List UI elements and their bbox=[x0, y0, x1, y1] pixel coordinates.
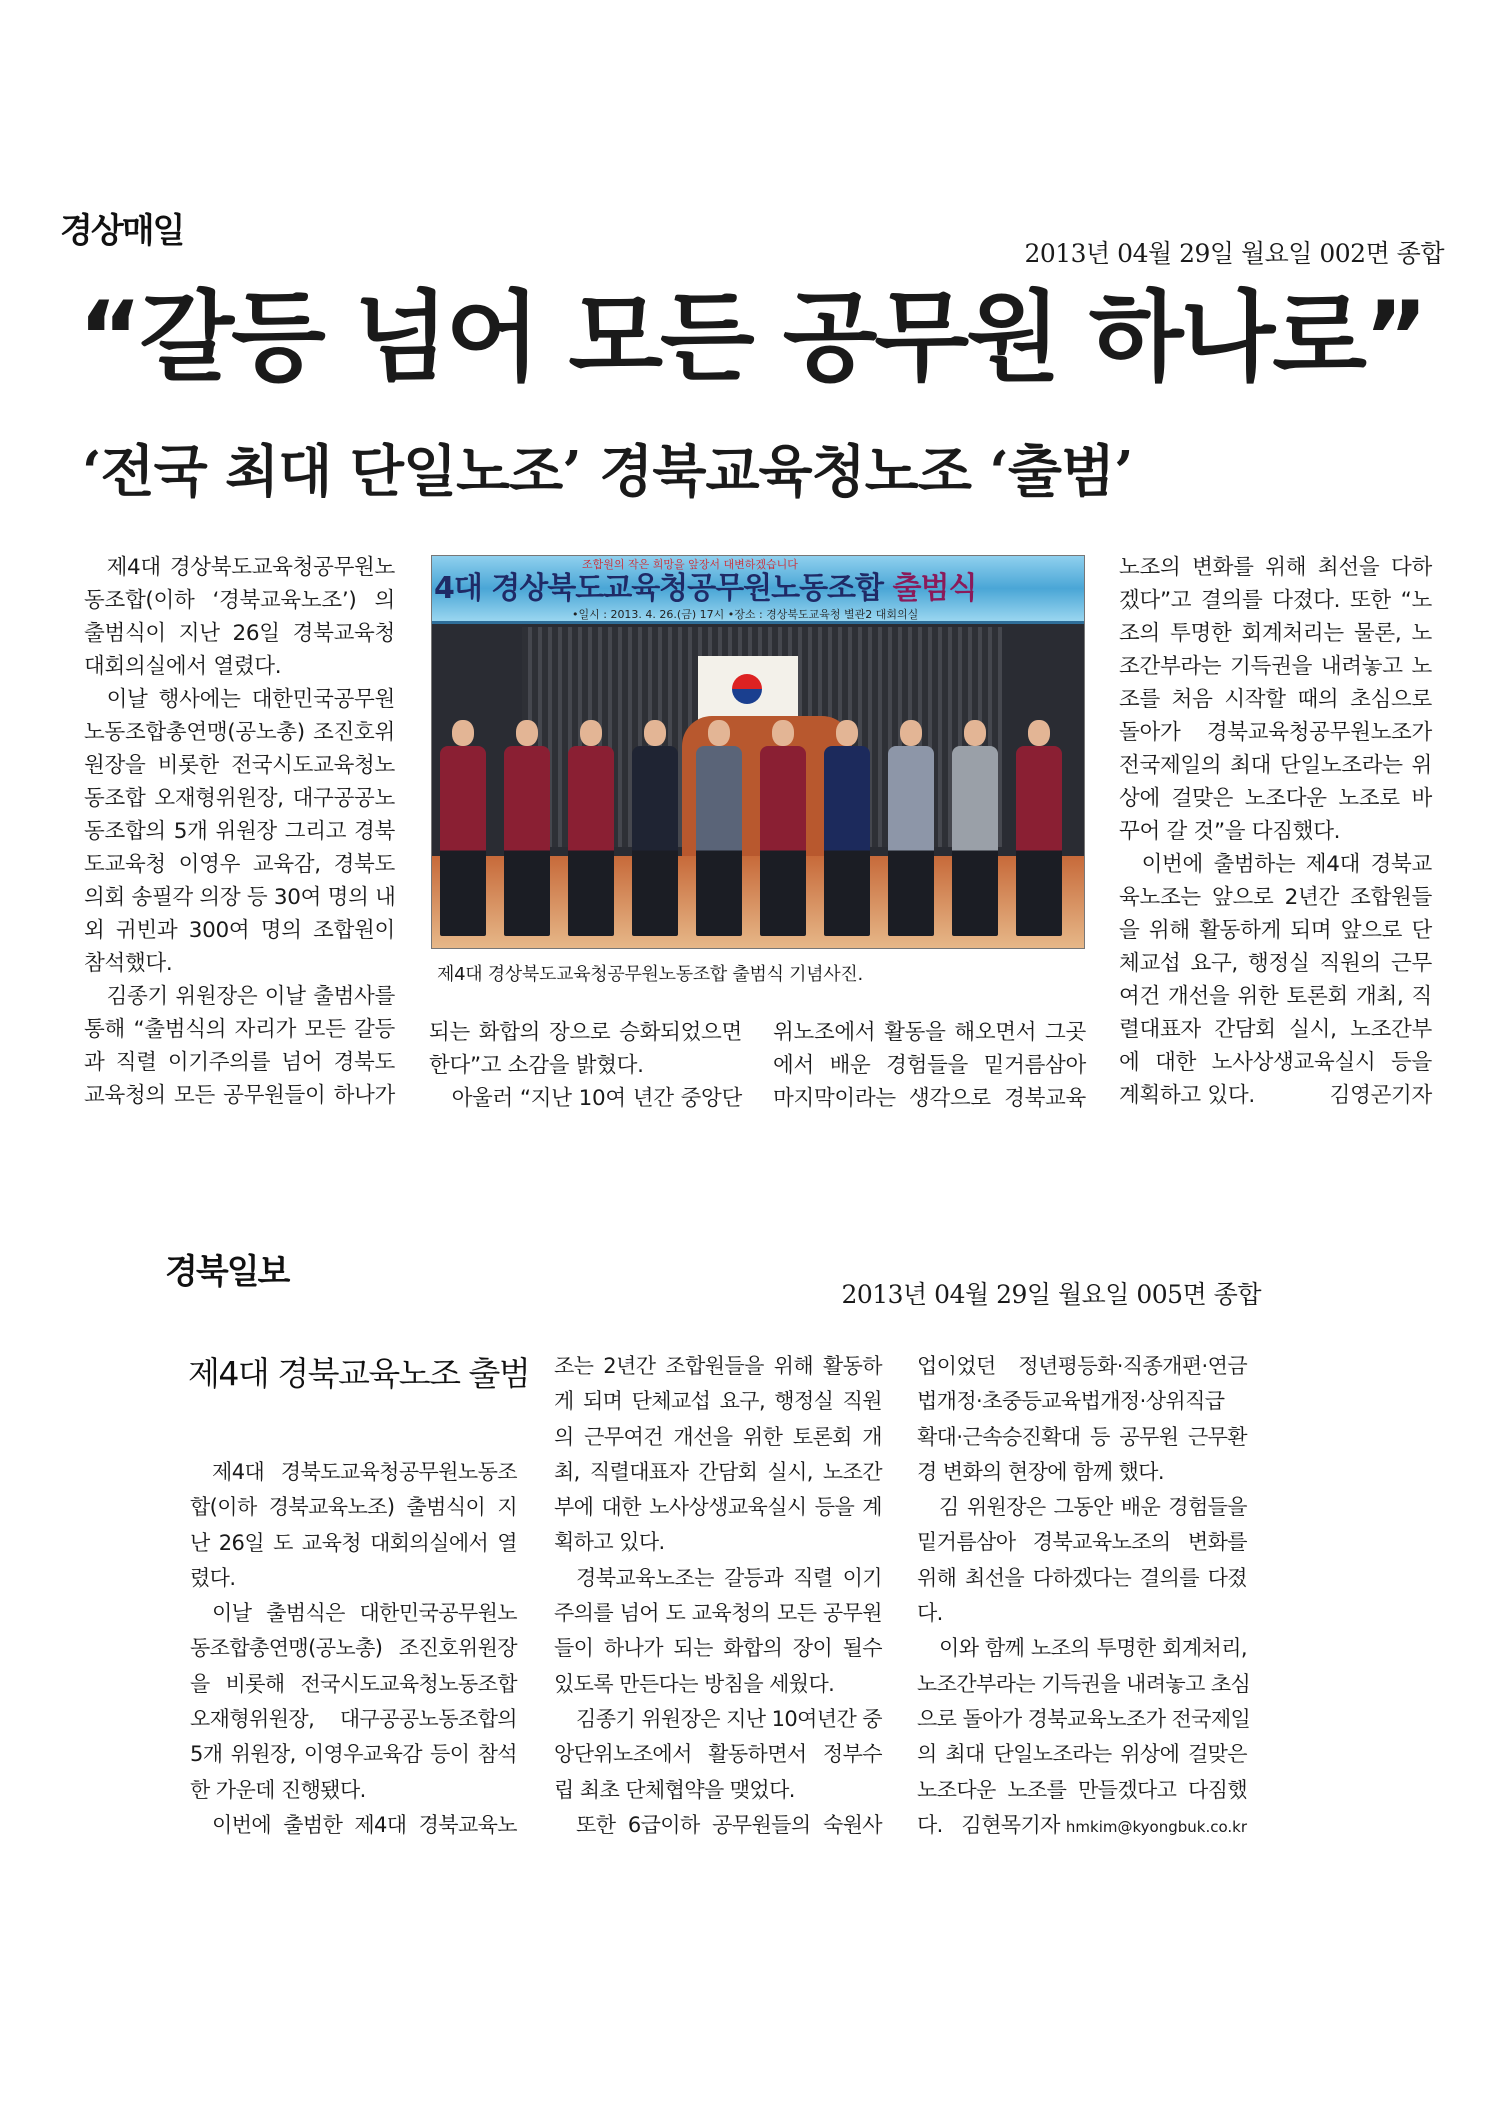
text-line: 대회의실에서 열렸다. bbox=[84, 654, 282, 679]
text-line: 이번에 출범한 제4대 경북교육노 bbox=[212, 1812, 517, 1837]
text-line: 한다”고 소감을 밝혔다. bbox=[429, 1053, 644, 1078]
headline: 제4대 경북교육노조 출범 bbox=[188, 1354, 530, 1393]
text-line: 경북교육노조는 갈등과 직렬 이기 bbox=[576, 1565, 882, 1590]
reporter-email: hmkim@kyongbuk.co.kr bbox=[1065, 1817, 1247, 1836]
text-line: 원장을 비롯한 전국시도교육청노 bbox=[84, 753, 395, 778]
text-line: 또한 6급이하 공무원들의 숙원사 bbox=[576, 1812, 882, 1837]
person-figure bbox=[888, 720, 934, 936]
publication-date: 2013년 04월 29일 월요일 005면 종합 bbox=[841, 1280, 1261, 1309]
person-figure bbox=[824, 720, 870, 936]
person-figure bbox=[760, 720, 806, 936]
text-line: 동조합(이하 ‘경북교육노조’) 의 bbox=[84, 588, 395, 613]
text-line: 렸다. bbox=[190, 1565, 236, 1590]
text-line: 이날 출범식은 대한민국공무원노 bbox=[212, 1601, 517, 1626]
text-line: 돌아가 경북교육청공무원노조가 bbox=[1119, 720, 1432, 745]
text-line: 위해 최선을 다하겠다는 결의를 다졌 bbox=[917, 1565, 1247, 1590]
korean-flag bbox=[698, 656, 798, 722]
text-line: 조는 2년간 조합원들을 위해 활동하 bbox=[554, 1354, 882, 1378]
text-line: 을 비롯해 전국시도교육청노동조합 bbox=[190, 1671, 517, 1696]
text-line: 합(이하 경북교육노조) 출범식이 지 bbox=[190, 1495, 517, 1520]
person-figure bbox=[504, 720, 550, 936]
text-line: 에 대한 노사상생교육실시 등을 bbox=[1119, 1050, 1432, 1075]
text-line: 에서 배운 경험들을 밑거름삼아 bbox=[773, 1053, 1086, 1078]
text-line: 들이 하나가 되는 화합의 장이 될수 bbox=[554, 1636, 882, 1661]
text-line: 상에 걸맞은 노조다운 노조로 바 bbox=[1119, 786, 1432, 811]
text-line: 동조합총연맹(공노총) 조진호위원장 bbox=[190, 1636, 517, 1661]
text-line: 동조합의 5개 위원장 그리고 경북 bbox=[84, 819, 395, 844]
commemorative-photo bbox=[431, 555, 1085, 949]
reporter-byline bbox=[961, 1808, 1247, 1845]
final-line bbox=[917, 1808, 1247, 1843]
text-line: 아울러 “지난 10여 년간 중앙단 bbox=[451, 1086, 742, 1111]
subheadline: ‘전국 최대 단일노조’ 경북교육청노조 ‘출범’ bbox=[82, 439, 1133, 505]
article-column bbox=[917, 1349, 1251, 1843]
text-line: 주의를 넘어 도 교육청의 모든 공무원 bbox=[554, 1601, 882, 1626]
text-line: 법개정·초중등교육법개정·상위직급 bbox=[917, 1389, 1225, 1414]
text-line: 되는 화합의 장으로 승화되었으면 bbox=[429, 1020, 742, 1045]
text-line: 한 가운데 진행됐다. bbox=[190, 1777, 366, 1802]
banner-title-main: 4대 경상북도교육청공무원노동조합 bbox=[434, 571, 884, 606]
text-line: 립 최초 단체협약을 맺었다. bbox=[554, 1777, 795, 1802]
text-line: 조의 투명한 회계처리는 물론, 노 bbox=[1119, 621, 1432, 646]
article-column bbox=[773, 1016, 1086, 1115]
text-line: 출범식이 지난 26일 경북교육청 bbox=[84, 621, 395, 646]
reporter-name: 김현목기자 bbox=[961, 1812, 1066, 1837]
text-line: 육노조는 앞으로 2년간 조합원들 bbox=[1119, 885, 1432, 910]
text-line: 교육청의 모든 공무원들이 하나가 bbox=[84, 1083, 395, 1108]
text-line: 꾸어 갈 것”을 다짐했다. bbox=[1119, 819, 1341, 844]
text-line: 렬대표자 간담회 실시, 노조간부 bbox=[1119, 1017, 1432, 1042]
text-line: 제4대 경북도교육청공무원노동조 bbox=[212, 1460, 517, 1484]
banner-slogan: 조합원의 작은 희망을 앞장서 대변하겠습니다 bbox=[582, 558, 798, 571]
text-line: 노조의 변화를 위해 최선을 다하 bbox=[1119, 555, 1432, 580]
text-line: 노조간부라는 기득권을 내려놓고 초심 bbox=[917, 1671, 1251, 1696]
text-line: 제4대 경상북도교육청공무원노 bbox=[106, 555, 395, 580]
text-line: 획하고 있다. bbox=[554, 1530, 665, 1555]
newspaper-logo-gyeongsang-maeil: 경상매일 bbox=[60, 211, 184, 251]
text-line: 난 26일 도 교육청 대회의실에서 열 bbox=[190, 1530, 517, 1555]
photo-caption: 제4대 경상북도교육청공무원노동조합 출범식 기념사진. bbox=[437, 964, 863, 985]
text-line: 조를 처음 시작할 때의 초심으로 bbox=[1119, 687, 1432, 712]
event-banner bbox=[432, 556, 1084, 624]
text-line: 도교육청 이영우 교육감, 경북도 bbox=[84, 852, 395, 877]
text-line: 노동조합총연맹(공노총) 조진호위 bbox=[84, 720, 395, 745]
text-line: 경 변화의 현장에 함께 했다. bbox=[917, 1459, 1164, 1484]
text-line: 과 직렬 이기주의를 넘어 경북도 bbox=[84, 1050, 395, 1075]
person-figure bbox=[568, 720, 614, 936]
article-column bbox=[84, 551, 395, 1112]
text-line: 이번에 출범하는 제4대 경북교 bbox=[1141, 852, 1432, 877]
text-line: 겠다”고 결의를 다졌다. 또한 “노 bbox=[1119, 588, 1432, 613]
text-line: 김 위원장은 그동안 배운 경험들을 bbox=[939, 1495, 1247, 1520]
banner-info: •일시 : 2013. 4. 26.(금) 17시 •장소 : 경상북도교육청 별관2 대회의실 bbox=[572, 608, 919, 621]
text-line: 이와 함께 노조의 투명한 회계처리, bbox=[939, 1636, 1247, 1661]
reporter-name: 김영곤기자 bbox=[1329, 1083, 1432, 1108]
text-line: 게 되며 단체교섭 요구, 행정실 직원 bbox=[554, 1389, 882, 1414]
article-column bbox=[429, 1016, 742, 1115]
text-line: 의 최대 단일노조라는 위상에 걸맞은 bbox=[917, 1742, 1247, 1767]
text-line: 통해 “출범식의 자리가 모든 갈등 bbox=[84, 1017, 395, 1042]
text-line: 외 귀빈과 300여 명의 조합원이 bbox=[84, 918, 395, 943]
text-line: 있도록 만든다는 방침을 세웠다. bbox=[554, 1671, 835, 1696]
person-figure bbox=[952, 720, 998, 936]
text-line: 확대·근속승진확대 등 공무원 근무환 bbox=[917, 1424, 1247, 1449]
text-line: 노조다운 노조를 만들겠다고 다짐했 bbox=[917, 1777, 1247, 1802]
banner-title-end: 출범식 bbox=[892, 571, 977, 606]
person-figure bbox=[1016, 720, 1062, 936]
text-line: 참석했다. bbox=[84, 951, 173, 976]
headline: “갈등 넘어 모든 공무원 하나로” bbox=[78, 281, 1426, 395]
final-line bbox=[1119, 1079, 1432, 1112]
text-line: 오재형위원장, 대구공공노동조합의 bbox=[190, 1707, 517, 1732]
person-figure bbox=[696, 720, 742, 936]
text-line: 을 위해 활동하게 되며 앞으로 단 bbox=[1119, 918, 1432, 943]
text-line: 업이었던 정년평등화·직종개편·연금 bbox=[917, 1354, 1247, 1378]
text-line: 다. bbox=[917, 1812, 943, 1837]
text-line: 마지막이라는 생각으로 경북교육 bbox=[773, 1086, 1086, 1111]
person-figure bbox=[632, 720, 678, 936]
article-column bbox=[190, 1455, 517, 1843]
text-line: 전국제일의 최대 단일노조라는 위 bbox=[1119, 753, 1432, 778]
banner-title bbox=[434, 572, 976, 606]
article-column bbox=[1119, 551, 1432, 1112]
text-line: 계획하고 있다. bbox=[1119, 1083, 1255, 1108]
text-line: 체교섭 요구, 행정실 직원의 근무 bbox=[1119, 951, 1432, 976]
text-line: 의회 송필각 의장 등 30여 명의 내 bbox=[84, 885, 396, 910]
text-line: 5개 위원장, 이영우교육감 등이 참석 bbox=[190, 1742, 517, 1767]
text-line: 여건 개선을 위한 토론회 개최, 직 bbox=[1119, 984, 1432, 1009]
text-line: 김종기 위원장은 지난 10여년간 중 bbox=[576, 1706, 882, 1731]
text-line: 부에 대한 노사상생교육실시 등을 계 bbox=[554, 1495, 882, 1520]
text-line: 이날 행사에는 대한민국공무원 bbox=[106, 687, 395, 712]
text-line: 최, 직렬대표자 간담회 실시, 노조간 bbox=[554, 1459, 882, 1484]
text-line: 조간부라는 기득권을 내려놓고 노 bbox=[1119, 654, 1432, 679]
text-line: 다. bbox=[917, 1601, 943, 1626]
person-figure bbox=[440, 720, 486, 936]
reporter-byline bbox=[1330, 1079, 1432, 1112]
text-line: 동조합 오재형위원장, 대구공공노 bbox=[84, 786, 395, 811]
text-line: 김종기 위원장은 이날 출범사를 bbox=[106, 984, 395, 1009]
text-line: 의 근무여건 개선을 위한 토론회 개 bbox=[554, 1424, 882, 1449]
text-line: 밑거름삼아 경북교육노조의 변화를 bbox=[917, 1530, 1247, 1555]
text-line: 위노조에서 활동을 해오면서 그곳 bbox=[773, 1020, 1086, 1045]
text-line: 으로 돌아가 경북교육노조가 전국제일 bbox=[917, 1706, 1251, 1731]
text-line: 앙단위노조에서 활동하면서 정부수 bbox=[554, 1742, 882, 1767]
newspaper-logo-kyongbuk-ilbo: 경북일보 bbox=[165, 1252, 289, 1292]
publication-date: 2013년 04월 29일 월요일 002면 종합 bbox=[1024, 239, 1444, 268]
article-column bbox=[554, 1349, 882, 1843]
